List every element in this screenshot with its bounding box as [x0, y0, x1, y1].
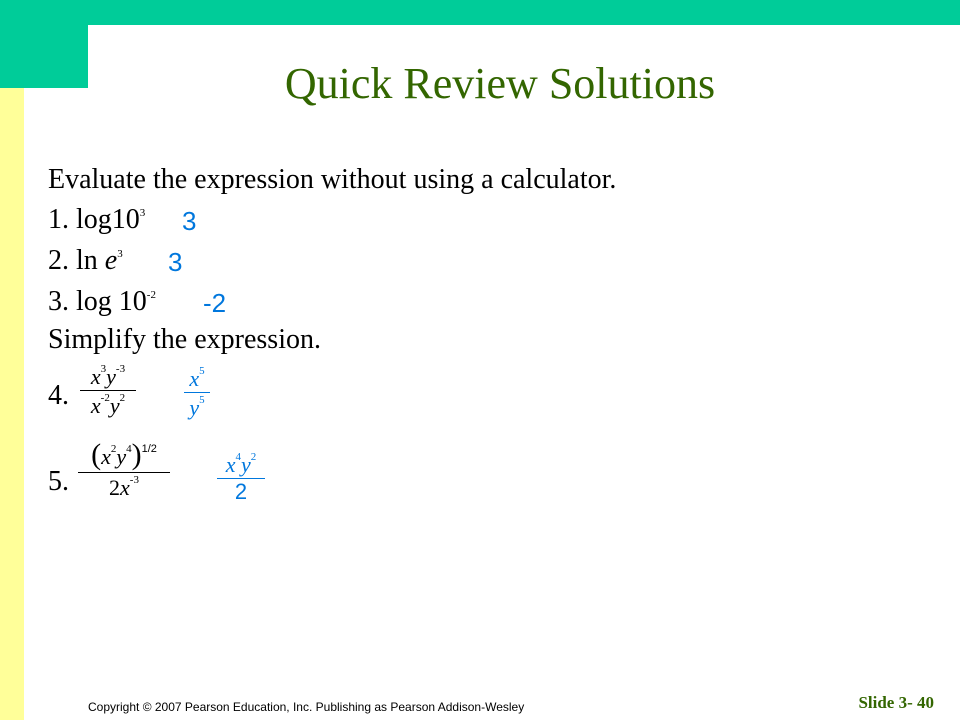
problem-2-exponent: 3 [117, 248, 123, 260]
slide-title: Quick Review Solutions [284, 59, 716, 108]
problem-3 [48, 288, 156, 316]
problem-2-variable: e [104, 245, 118, 276]
problem-2 [48, 247, 123, 275]
problem-4-answer-bar [184, 392, 210, 393]
problem-5-number: 5. [48, 466, 69, 497]
problem-2-expression: ln [76, 245, 98, 276]
problem-2-answer: 3 [168, 247, 183, 277]
problem-2-number: 2. [48, 245, 69, 276]
problem-3-answer: -2 [203, 288, 227, 318]
problem-4-fraction-bar [80, 390, 136, 391]
problem-5-denominator: $2x^{-3}$ [109, 474, 139, 500]
footer-copyright: Copyright © 2007 Pearson Education, Inc. Publishing as Pearson Addison-Wesley [88, 700, 525, 714]
problem-4-answer-numerator: $x^5$ [189, 365, 205, 391]
problem-5-answer-numerator: $x^4y^2$ [225, 451, 257, 477]
instruction-evaluate: Evaluate the expression without using a calculator. [48, 164, 617, 195]
footer-slide-number: Slide 3- 40 [858, 693, 934, 712]
left-accent-strip [0, 88, 24, 720]
problem-5-numerator: $(x^2y^4)^{1/2}$ [91, 438, 157, 471]
problem-4-answer-denominator: $y^5$ [189, 394, 205, 420]
problem-5-fraction [78, 440, 170, 499]
problem-4-numerator: $x^3y^{-3}$ [90, 363, 126, 389]
problem-3-expression: log [76, 286, 112, 317]
problem-4-answer [184, 366, 210, 419]
problem-3-exponent: -2 [146, 289, 156, 301]
problem-1-number: 1. [48, 204, 69, 235]
problem-5-answer [217, 452, 265, 503]
problem-1 [48, 206, 145, 234]
problem-4-denominator: $x^{-2}y^2$ [90, 392, 126, 418]
instruction-simplify: Simplify the expression. [48, 324, 321, 355]
problem-3-number: 3. [48, 286, 69, 317]
problem-4-fraction [80, 364, 136, 417]
problem-3-base: 10 [118, 286, 147, 317]
problem-5-answer-denominator: 2 [234, 479, 248, 504]
problem-1-answer: 3 [182, 206, 197, 236]
top-accent-bar [0, 0, 960, 25]
problem-1-expression: log10 [76, 204, 140, 235]
problem-1-exponent: 3 [139, 207, 146, 219]
problem-5-fraction-bar [78, 472, 170, 473]
problem-4-number: 4. [48, 380, 69, 411]
